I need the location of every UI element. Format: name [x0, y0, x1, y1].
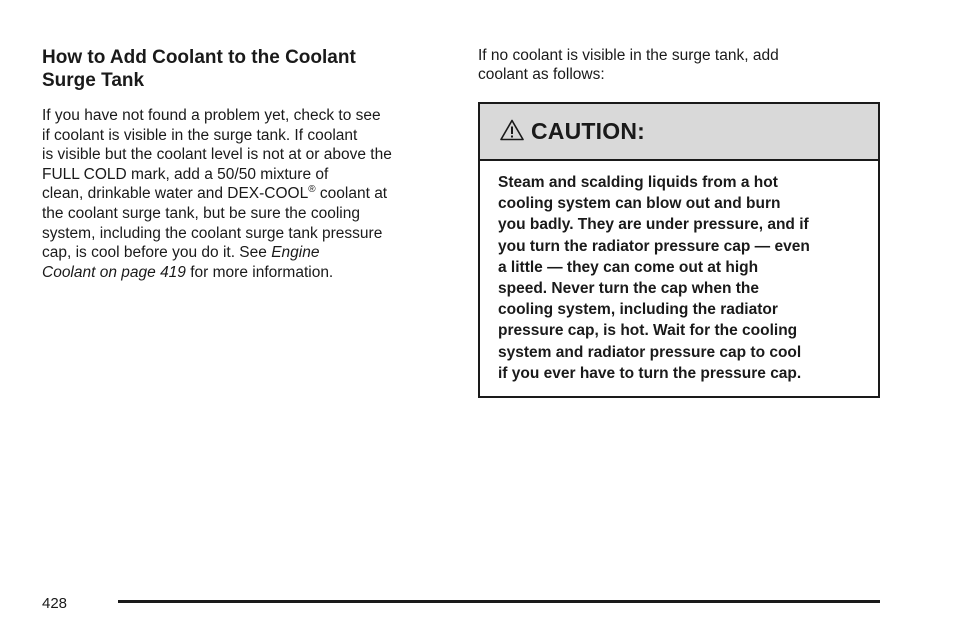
footer-rule	[118, 600, 880, 603]
caution-line: a little — they can come out at high	[498, 258, 759, 276]
caution-line: cooling system can blow out and burn	[498, 195, 781, 213]
caution-line: if you ever have to turn the pressure cap.	[498, 364, 802, 382]
caution-line: cooling system, including the radiator	[498, 301, 778, 319]
page-number: 428	[42, 595, 68, 612]
section-heading	[42, 46, 452, 92]
warning-triangle-icon	[500, 119, 524, 141]
caution-title: CAUTION:	[531, 118, 646, 144]
caution-text	[480, 161, 878, 384]
paragraph-line	[42, 263, 452, 283]
paragraph-text: for more information.	[185, 263, 334, 281]
right-column	[478, 46, 880, 84]
cross-reference-link[interactable]: Coolant on page 419	[42, 263, 186, 281]
heading-line: Surge Tank	[42, 70, 145, 91]
paragraph-line: If you have not found a problem yet, check to see	[42, 107, 381, 124]
section-paragraph	[42, 106, 452, 282]
registered-mark: ®	[308, 184, 316, 196]
paragraph-line: coolant as follows:	[478, 66, 605, 83]
caution-line: speed. Never turn the cap when the	[498, 280, 759, 298]
caution-line: you badly. They are under pressure, and if	[498, 216, 809, 234]
intro-paragraph	[478, 46, 880, 84]
left-column	[42, 46, 452, 282]
paragraph-line: is visible but the coolant level is not at or above the	[42, 146, 392, 164]
caution-line: Steam and scalding liquids from a hot	[498, 174, 778, 191]
heading-line: How to Add Coolant to the Coolant	[42, 47, 356, 68]
paragraph-line: FULL COLD mark, add a 50/50 mixture of	[42, 165, 329, 183]
caution-line: you turn the radiator pressure cap — even	[498, 237, 810, 255]
caution-line: system and radiator pressure cap to cool	[498, 343, 802, 361]
caution-header	[480, 104, 878, 161]
paragraph-line: the coolant surge tank, but be sure the cooling	[42, 204, 360, 222]
paragraph-line: If no coolant is visible in the surge tank, add	[478, 47, 779, 64]
paragraph-line	[42, 184, 452, 204]
paragraph-text: coolant at	[315, 185, 388, 203]
paragraph-line: system, including the coolant surge tank pressure	[42, 224, 383, 242]
caution-line: pressure cap, is hot. Wait for the cooling	[498, 322, 798, 340]
paragraph-line	[42, 243, 452, 263]
dexcool-text: clean, drinkable water and DEX-COOL	[42, 185, 309, 203]
paragraph-text: cap, is cool before you do it. See	[42, 244, 272, 262]
caution-box	[478, 102, 880, 398]
paragraph-line: if coolant is visible in the surge tank. If coolant	[42, 126, 358, 144]
cross-reference-link[interactable]: Engine	[271, 244, 320, 262]
